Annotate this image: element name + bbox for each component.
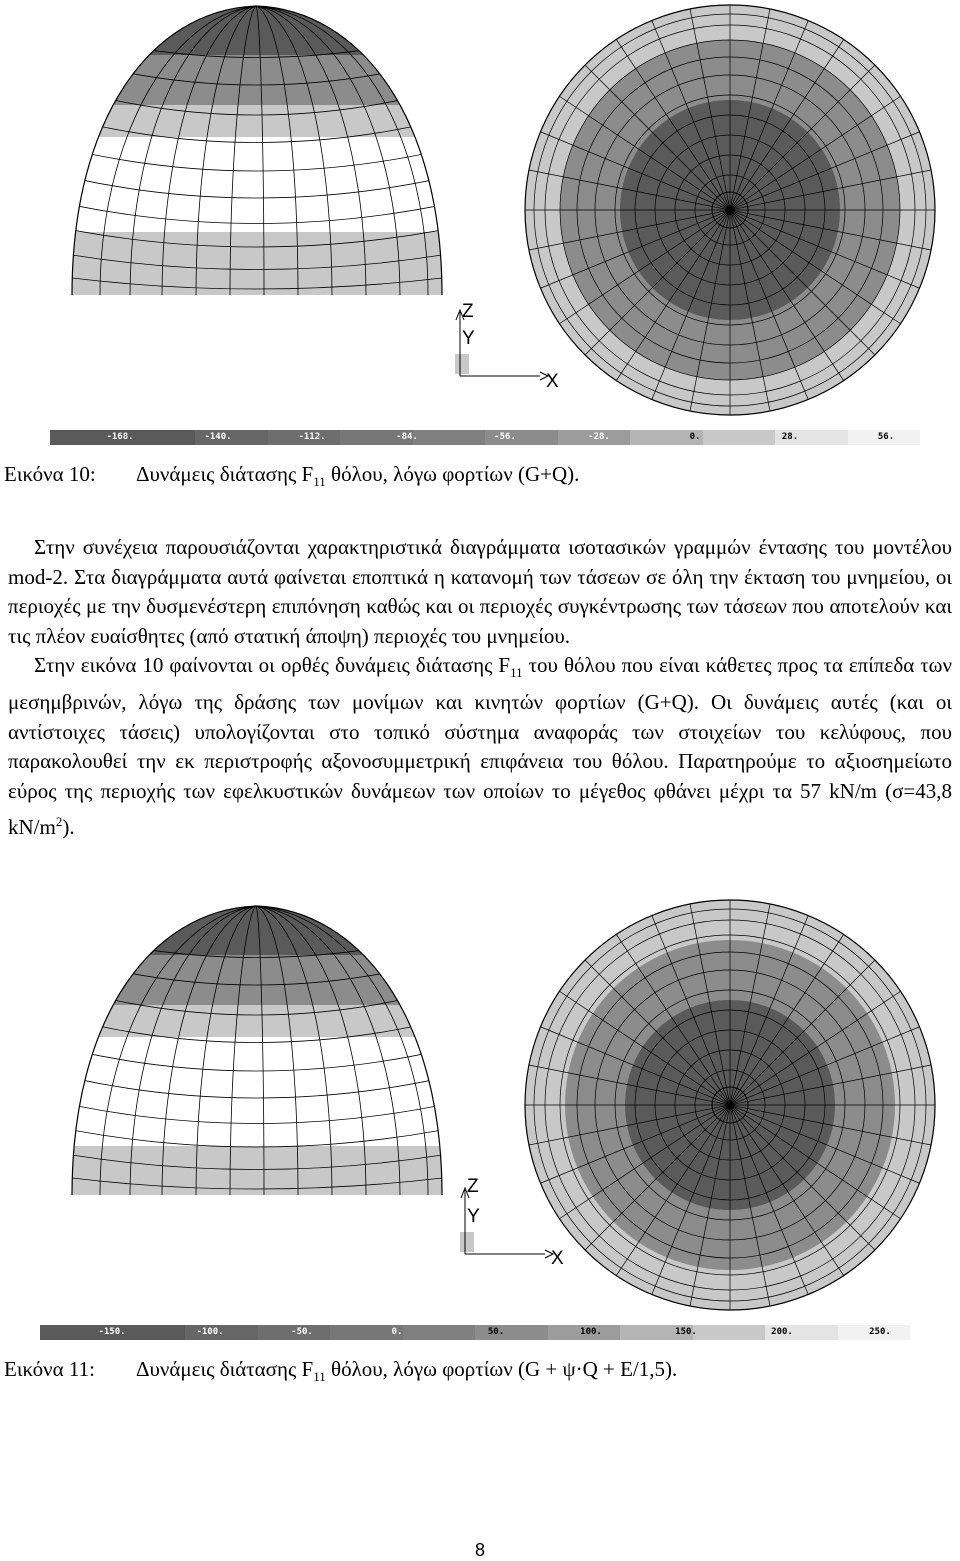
scale-label: 250. — [869, 1327, 891, 1337]
axis-x-label: X — [551, 1248, 564, 1269]
dome-plan-view-fig10 — [520, 0, 940, 420]
dome-3d-view-fig10 — [60, 0, 460, 300]
figure11-caption — [4, 1357, 677, 1385]
axis-x-label: X — [546, 371, 559, 392]
paragraph-2-sub: 11 — [510, 665, 523, 681]
scale-label: 0. — [391, 1327, 403, 1337]
paragraph-2-part2: του θόλου που είναι κάθετες προς τα επίπεδα των μεσημβρινών, λόγω της δράσης των μονίμων και κινητών φορτίων (G+Q). Οι δυνάμεις αυτές (και οι αντίστοιχες τάσεις) υπολογίζονται στο τοπικό σύστημα αναφοράς των στοιχείων του κελύφους, που παρακολουθεί την εκ περιστροφής αξονοσυμμετρική επιφάνεια του θόλου. Παρατηρούμε το αξιοσημείωτο εύρος της περιοχής των εφελκυστικών δυνάμεων των οποίων το μέγεθος φθάνει μέχρι τα 57 kN/m (σ=43,8 kN/m — [8, 653, 952, 839]
scale-label: -140. — [204, 432, 232, 442]
figure11-caption-rest: θόλου, λόγω φορτίων (G + ψ·Q + E/1,5). — [325, 1357, 678, 1381]
axis-y-label: Y — [467, 1206, 480, 1227]
figure10-caption-rest: θόλου, λόγω φορτίων (G+Q). — [325, 462, 580, 486]
scale-label: -28. — [588, 432, 610, 442]
scale-label: 50. — [487, 1327, 505, 1337]
body-text — [8, 533, 952, 842]
figure11-caption-number: Εικόνα 11: — [4, 1357, 95, 1381]
axis-y-label: Y — [462, 328, 475, 349]
scale-label: 28. — [781, 432, 799, 442]
scale-label: 0. — [689, 432, 701, 442]
scale-label: -50. — [291, 1327, 313, 1337]
scale-labels-fig11 — [40, 1325, 910, 1340]
scale-label: -112. — [298, 432, 326, 442]
figure10-caption — [4, 462, 579, 490]
scale-label: -56. — [494, 432, 516, 442]
axis-triad-fig11 — [445, 1170, 575, 1270]
scale-label: -100. — [196, 1327, 224, 1337]
scale-labels-fig10 — [50, 430, 920, 445]
scale-label: -84. — [396, 432, 418, 442]
page-number: 8 — [474, 1540, 485, 1560]
axis-z-label: Z — [467, 1176, 479, 1197]
scale-label: -150. — [98, 1327, 126, 1337]
scale-label: 200. — [771, 1327, 793, 1337]
figure10-caption-sub: 11 — [313, 474, 326, 490]
scale-label: 100. — [580, 1327, 602, 1337]
figure11-caption-sub: 11 — [313, 1369, 326, 1385]
axis-z-label: Z — [462, 301, 474, 322]
paragraph-2-part1: Στην εικόνα 10 φαίνονται οι ορθές δυνάμεις διάτασης F — [34, 653, 511, 678]
figure10-caption-number: Εικόνα 10: — [4, 462, 96, 486]
paragraph-2-part3: ). — [62, 814, 75, 839]
axis-triad-fig10 — [440, 292, 570, 392]
paragraph-1: Στην συνέχεια παρουσιάζονται χαρακτηριστικά διαγράμματα ισοτασικών γραμμών έντασης του μοντέλου mod-2. Στα διαγράμματα αυτά φαίνεται εποπτικά η κατανομή των τάσεων σε όλη την έκταση του μνημείου, οι περιοχές με την δυσμενέστερη επιπόνηση καθώς και οι περιοχές συγκέντρωσης των τάσεων που αποτελούν και τις πλέον ευαίσθητες (από στατική άποψη) περιοχές του μνημείου. — [8, 535, 952, 648]
figure10-caption-text: Δυνάμεις διάτασης F — [136, 462, 314, 486]
paragraph-2-sup: 2 — [55, 813, 63, 829]
figure11-caption-text: Δυνάμεις διάτασης F — [136, 1357, 314, 1381]
scale-label: 150. — [675, 1327, 697, 1337]
scale-label: 56. — [877, 432, 895, 442]
scale-label: -168. — [106, 432, 134, 442]
paragraph-2 — [8, 651, 952, 842]
dome-plan-view-fig11 — [520, 895, 940, 1315]
dome-3d-view-fig11 — [60, 900, 460, 1200]
